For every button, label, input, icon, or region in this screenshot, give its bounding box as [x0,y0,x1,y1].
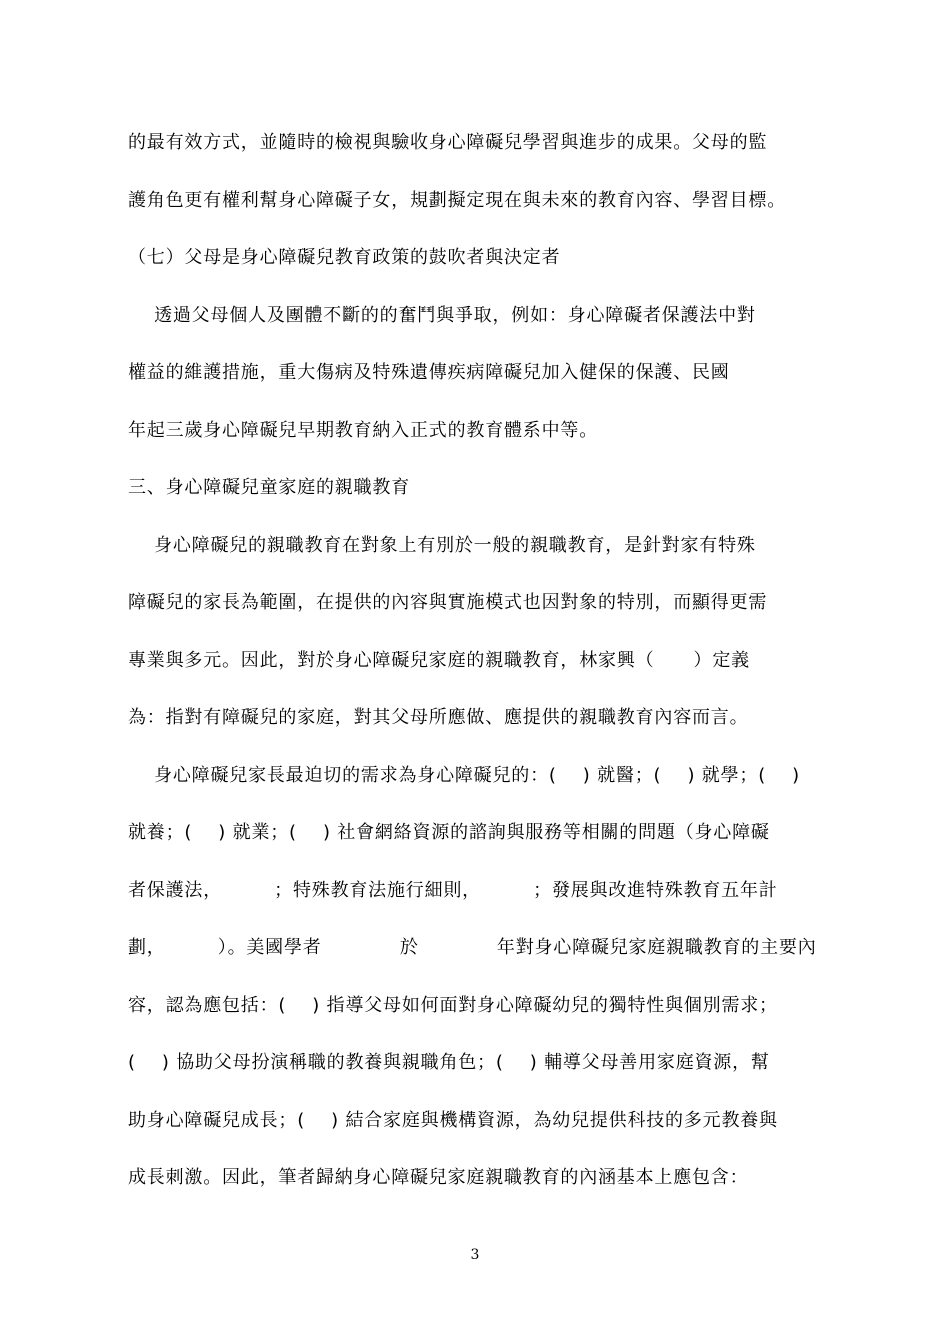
text-line: 成長刺激。因此，筆者歸納身心障礙兒家庭親職教育的內涵基本上應包含： [128,1167,749,1188]
text-line: 為：指對有障礙兒的家庭，對其父母所應做、應提供的親職教育內容而言。 [128,707,749,728]
text-line: 劃， ）。美國學者 於 年對身心障礙兒家庭親職教育的主要內 [128,937,817,958]
text-line: 護角色更有權利幫身心障礙子女，規劃擬定現在與未來的教育內容、學習目標。 [128,190,786,211]
text-line: 就養；( ) 就業；( ) 社會網絡資源的諮詢與服務等相關的問題（身心障礙 [128,822,770,843]
text-line: 權益的維護措施，重大傷病及特殊遺傳疾病障礙兒加入健保的保護、民國 [128,362,730,383]
text-line: 障礙兒的家長為範圍，在提供的內容與實施模式也因對象的特別，而顯得更需 [128,592,768,613]
text-line: 透過父母個人及團體不斷的的奮鬥與爭取，例如：身心障礙者保護法中對 [128,305,756,326]
text-line: ( ) 協助父母扮演稱職的教養與親職角色；( ) 輔導父母善用家庭資源，幫 [128,1052,770,1073]
text-line: 者保護法， ；特殊教育法施行細則， ；發展與改進特殊教育五年計 [128,880,778,901]
text-line: 專業與多元。因此，對於身心障礙兒家庭的親職教育，林家興（ ）定義 [128,650,750,671]
text-line: 的最有效方式，並隨時的檢視與驗收身心障礙兒學習與進步的成果。父母的監 [128,132,768,153]
text-line: 助身心障礙兒成長；( ) 結合家庭與機構資源，為幼兒提供科技的多元教養與 [128,1110,778,1131]
page-number: 3 [470,1247,480,1263]
text-line: 身心障礙兒家長最迫切的需求為身心障礙兒的：( ) 就醫；( ) 就學；( ) [128,765,800,786]
text-line: 年起三歲身心障礙兒早期教育納入正式的教育體系中等。 [128,420,598,441]
section-heading: （七）父母是身心障礙兒教育政策的鼓吹者與決定者 [128,247,561,268]
section-heading: 三、身心障礙兒童家庭的親職教育 [128,477,410,498]
text-line: 容，認為應包括：( ) 指導父母如何面對身心障礙幼兒的獨特性與個別需求； [128,995,778,1016]
text-line: 身心障礙兒的親職教育在對象上有別於一般的親職教育，是針對家有特殊 [128,535,756,556]
